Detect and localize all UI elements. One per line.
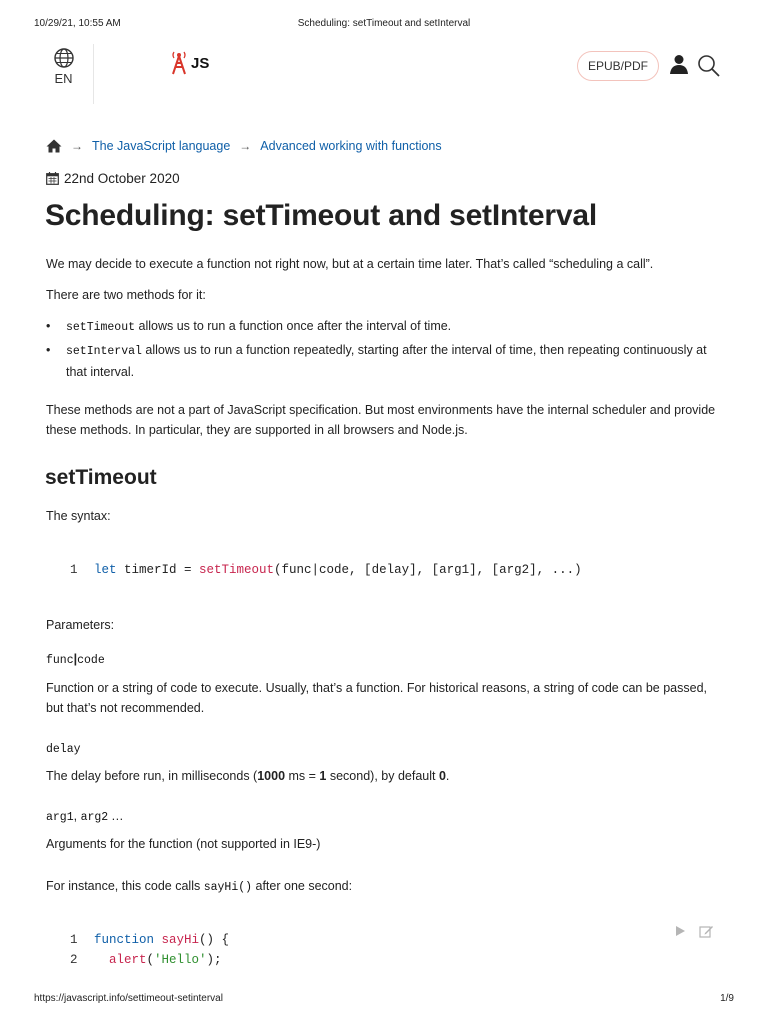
breadcrumb-link-advanced-functions[interactable]: Advanced working with functions: [260, 139, 442, 153]
intro-paragraph: We may decide to execute a function not right now, but at a certain time later. That’s called “scheduling a call”.: [46, 257, 654, 271]
inline-code: delay: [46, 743, 81, 756]
breadcrumb-separator: →: [239, 139, 252, 153]
param-name-args: [46, 806, 726, 828]
inline-code: arg2: [80, 811, 109, 824]
code-text: );: [206, 953, 222, 967]
param-desc-args: Arguments for the function (not supported in IE9-): [46, 837, 321, 851]
print-doc-title: Scheduling: setTimeout and setInterval: [297, 18, 471, 29]
site-topbar: [34, 36, 734, 98]
inline-code-settimeout: setTimeout: [66, 321, 136, 334]
list-item: [46, 316, 726, 336]
text: For instance, this code calls: [46, 879, 204, 893]
inline-code-sayhi: sayHi(): [203, 881, 253, 894]
line-number: 2: [70, 953, 78, 967]
instance-paragraph: [46, 876, 726, 898]
print-url: https://javascript.info/settimeout-setinterval: [34, 993, 223, 1004]
code-line: [70, 560, 582, 580]
bullet-dot: •: [46, 343, 51, 357]
language-switcher[interactable]: [34, 44, 94, 104]
inline-code-setinterval: setInterval: [66, 345, 142, 358]
bullet-text: allows us to run a function once after the interval of time.: [135, 319, 452, 333]
bullet-text: allows us to run a function repeatedly, starting after the interval of time, then repeating continuously at that interval.: [66, 343, 707, 379]
code-text: timerId =: [116, 563, 200, 577]
code-string: 'Hello': [154, 953, 207, 967]
home-icon[interactable]: [46, 139, 62, 153]
publish-date: [46, 171, 180, 186]
code-function: setTimeout: [199, 563, 275, 577]
breadcrumb-link-js-language[interactable]: The JavaScript language: [92, 139, 231, 153]
text: .: [445, 769, 450, 783]
number: 0: [438, 769, 446, 783]
code-toolbar: [673, 924, 714, 939]
inline-code: func: [46, 654, 74, 667]
page-title: Scheduling: setTimeout and setInterval: [45, 199, 597, 232]
code-keyword: function: [94, 933, 155, 947]
text: second), by default: [326, 769, 439, 783]
text: The delay before run, in milliseconds (: [46, 769, 258, 783]
epub-pdf-button[interactable]: EPUB/PDF: [577, 51, 659, 81]
print-header: [34, 18, 734, 32]
text: after one second:: [252, 879, 353, 893]
breadcrumb-separator: →: [71, 139, 83, 153]
code-text: () {: [199, 933, 230, 947]
example-code-block: [70, 930, 229, 970]
param-desc-delay: [46, 766, 726, 786]
methods-intro: There are two methods for it:: [46, 288, 206, 302]
param-name-func-code: [46, 649, 726, 671]
inline-code: code: [77, 654, 105, 667]
number: 1000: [257, 769, 286, 783]
list-item: [46, 340, 726, 380]
tower-logo-icon: [168, 50, 190, 76]
line-number: 1: [70, 933, 78, 947]
bullet-dot: •: [46, 319, 51, 333]
param-separator: |: [73, 652, 78, 666]
publish-date-text: 22nd October 2020: [64, 171, 180, 186]
code-line: [70, 930, 229, 950]
param-name-delay: [46, 738, 726, 760]
breadcrumb: [46, 139, 442, 153]
syntax-label: The syntax:: [46, 509, 111, 523]
line-number: 1: [70, 563, 78, 577]
syntax-code-block: [70, 560, 582, 580]
code-function: sayHi: [154, 933, 200, 947]
param-separator: ,: [73, 809, 81, 823]
number: 1: [319, 769, 327, 783]
calendar-icon: [46, 172, 59, 185]
code-text: (: [146, 953, 155, 967]
ellipsis: …: [111, 809, 124, 823]
text: ms =: [285, 769, 320, 783]
print-datetime: 10/29/21, 10:55 AM: [34, 18, 121, 29]
spec-note-paragraph: These methods are not a part of JavaScript specification. But most environments have the internal scheduler and provide these methods. In particular, they are supported in all browsers and Node.js.: [46, 403, 716, 437]
code-text: (func|code, [delay], [arg1], [arg2], ...): [274, 563, 582, 577]
print-page-number: 1/9: [720, 993, 734, 1004]
logo-text: JS: [191, 54, 210, 72]
section-heading-settimeout: setTimeout: [45, 466, 157, 489]
parameters-label: Parameters:: [46, 618, 115, 632]
language-code: EN: [54, 71, 73, 86]
param-desc-func: Function or a string of code to execute. Usually, that’s a function. For historical reasons, a string of code can be passed, but that’s not recommended.: [46, 681, 708, 715]
run-icon[interactable]: [673, 924, 687, 938]
code-line: [70, 950, 229, 970]
search-icon[interactable]: [697, 54, 721, 78]
site-logo[interactable]: [168, 50, 209, 76]
edit-icon[interactable]: [699, 924, 714, 939]
user-icon[interactable]: [668, 53, 690, 75]
globe-icon: [53, 47, 75, 69]
code-function: alert: [94, 953, 147, 967]
code-keyword: let: [94, 563, 117, 577]
inline-code: arg1: [46, 811, 74, 824]
